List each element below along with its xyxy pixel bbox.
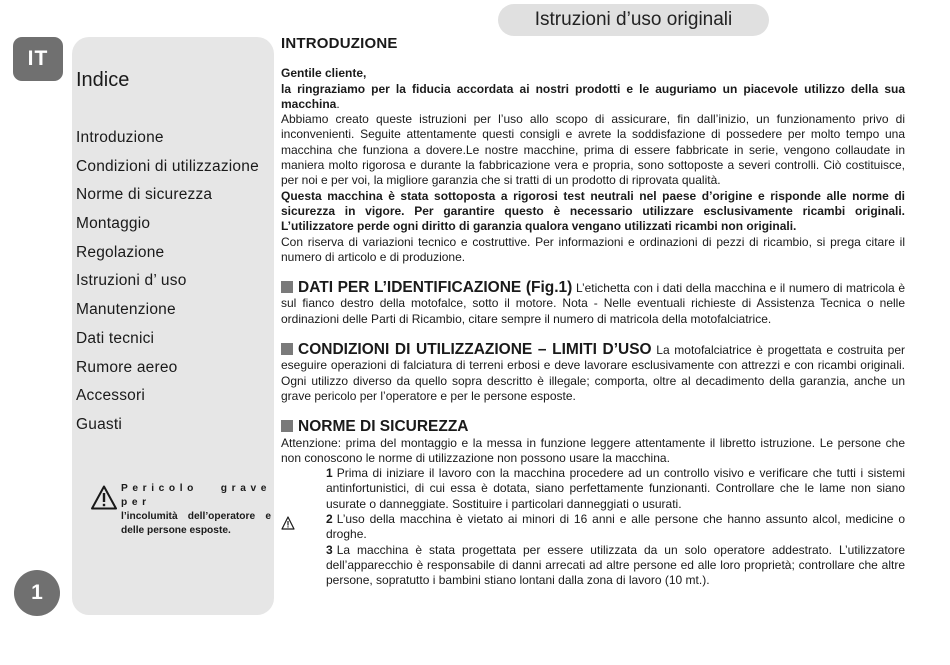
warning-triangle-icon	[91, 485, 117, 510]
section-heading: DATI PER L’IDENTIFICAZIONE (Fig.1)	[298, 279, 573, 297]
safety-item-number: 1	[326, 466, 333, 481]
section-text: L’etichetta con i dati della macchina e il numero di matricola è sul fianco destro della motofalce, sotto il motore. Nota - Nelle eventuali richieste di Assistenza Tecnica o nelle ordinazioni delle Parti di Ricambio, citare sempre il numero di matricola della motofalciatrice.	[281, 281, 905, 326]
section-bullet-icon	[281, 281, 293, 293]
table-of-contents	[76, 129, 259, 445]
index-sidebar	[72, 37, 274, 615]
toc-item-introduzione[interactable]: Introduzione	[76, 129, 164, 146]
intro-end: Con riserva di variazioni tecnico e costruttive. Per informazioni e ordinazioni di pezzi di ricambio, si prega citare il numero di articolo e di produzione.	[281, 234, 905, 264]
toc-item-accessori[interactable]: Accessori	[76, 387, 145, 405]
thanks-text: la ringraziamo per la fiducia accordata ai nostri prodotti e le auguriamo un piacevole utilizzo della sua macchina	[281, 81, 905, 111]
toc-item-montaggio[interactable]: Montaggio	[76, 215, 151, 233]
section-identificazione	[281, 280, 905, 327]
section-bullet-icon	[281, 343, 293, 355]
section-heading: CONDIZIONI DI UTILIZZAZIONE – LIMITI D’USO	[298, 341, 652, 359]
index-title: Indice	[76, 69, 130, 91]
toc-item-rumore[interactable]: Rumore aereo	[76, 358, 178, 376]
safety-item-number: 2	[326, 512, 333, 527]
safety-item	[281, 466, 905, 512]
warning-triangle-icon	[281, 516, 295, 530]
document-title: Istruzioni d’uso originali	[498, 4, 769, 36]
toc-item-regolazione[interactable]: Regolazione	[76, 243, 165, 261]
safety-item-text: Prima di iniziare il lavoro con la macchina procedere ad un controllo visivo e verificare che tutti i sistemi antinfortunistici, di cui essa è dotata, siano perfettamente funzionanti. Controllare che le lame non siano usurate o danneggiate. Sostituire i particolari danneggiati o usurati.	[326, 466, 905, 511]
safety-item-number: 3	[326, 542, 333, 557]
section-sicurezza	[281, 419, 905, 588]
safety-item-text: L’uso della macchina è vietato ai minori di 16 anni e alle persone che hanno assunto alcol, medicine o droghe.	[326, 512, 905, 542]
greeting: Gentile cliente,	[281, 66, 367, 81]
section-text: La motofalciatrice è progettata e costruita per eseguire operazioni di falciatura di terreni erbosi e deve lavorare esclusivamente con attrezzi e con ricambi originali. Ogni utilizzo diverso da quello sopra descritto è illegale; comporta, oltre al decadimento della garanzia, anche un grave pericolo per l’operatore e per le persone esposte.	[281, 343, 905, 403]
page-number-badge: 1	[14, 570, 60, 616]
toc-item-condizioni[interactable]: Condizioni di utilizzazione	[76, 157, 259, 175]
toc-item-norme[interactable]: Norme di sicurezza	[76, 186, 213, 204]
safety-item	[281, 543, 905, 589]
danger-notice-first-line: Pericolo grave per	[121, 483, 271, 508]
main-content	[281, 36, 905, 589]
thanks-paragraph: la ringraziamo per la fiducia accordata ai nostri prodotti e le auguriamo un piacevole utilizzo della sua macchina.	[281, 81, 905, 111]
section-condizioni	[281, 342, 905, 404]
toc-item-guasti[interactable]: Guasti	[76, 415, 122, 433]
language-badge: IT	[13, 37, 63, 81]
section-bullet-icon	[281, 420, 293, 432]
toc-item-istruzioni[interactable]: Istruzioni d’ uso	[76, 272, 187, 290]
intro-heading: INTRODUZIONE	[281, 35, 398, 52]
intro-bold-notice: Questa macchina è stata sottoposta a rigorosi test neutrali nel paese d’origine e risponde alle norme di sicurezza in vigore. Per garantire questo è necessario utilizzare esclusivamente ricambi originali. L’utilizzatore perde ogni diritto di garanzia qualora vengano utilizzati ricambi non originali.	[281, 188, 905, 234]
safety-intro: Attenzione: prima del montaggio e la messa in funzione leggere attentamente il libretto istruzione. Le persone che non conoscono le norme di utilizzazione non possono usare la macchina.	[281, 435, 905, 465]
danger-notice-rest: l’incolumità dell’operatore e delle persone esposte.	[121, 511, 271, 536]
section-heading: NORME DI SICUREZZA	[298, 418, 469, 436]
danger-notice	[91, 482, 271, 536]
toc-item-dati-tecnici[interactable]: Dati tecnici	[76, 329, 155, 347]
intro-body: Abbiamo creato queste istruzioni per l’uso allo scopo di assicurare, fin dall’inizio, un funzionamento privo di inconvenienti. Seguite attentamente questi consigli e avrete la soddisfazione di possedere per molto tempo una macchina che funziona a dovere.Le nostre macchine, prima di essere fabbricate in serie, vengono collaudate in maniera molto rigorosa e durante la fabbricazione vera e propria, sono sottoposte a severi controlli. Ciò costituisce, per noi e per voi, la migliore garanzia che si tratti di un prodotto di riprovata qualità.	[281, 112, 905, 188]
safety-item-text: La macchina è stata progettata per essere utilizzata da un solo operatore addestrato. L’utilizzatore dell’apparecchio è responsabile di danni arrecati ad altre persone ed alle loro proprietà; controllare che altre persone, sopratutto i bambini stiano lontani dalla zona di lavoro (10 mt.).	[326, 542, 905, 588]
toc-item-manutenzione[interactable]: Manutenzione	[76, 301, 176, 319]
danger-notice-text	[121, 482, 271, 538]
safety-item	[281, 512, 905, 543]
